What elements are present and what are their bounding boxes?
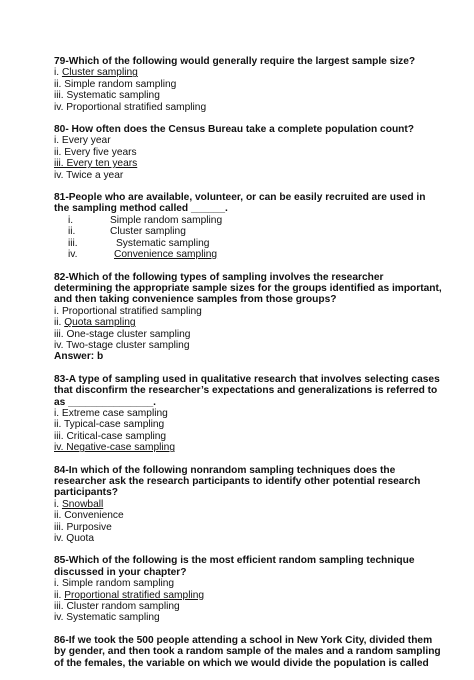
option-i: i. Cluster sampling [54,67,138,79]
option-iv: iv. Systematic sampling [54,612,160,624]
answer-label: Answer: b [54,351,104,363]
question-79 [54,56,454,113]
option-ii: ii. Quota sampling [54,317,136,329]
option-list [54,215,454,261]
option-ii: ii. Typical-case sampling [54,419,165,431]
option-iii: iii. Every ten years [54,158,138,170]
question-title: 83-A type of sampling used in qualitative research that involves selecting cases that disconfirm the researcher’s expectations and generalizations is referred to as _______________. [54,373,440,408]
option-i: i. Extreme case sampling [54,407,168,419]
option-i: i. Snowball [54,498,104,510]
question-title: 80- How often does the Census Bureau take a complete population count? [54,124,415,136]
option-ii: ii. Simple random sampling [54,78,177,90]
option-iii: iii. One-stage cluster sampling [54,328,191,340]
question-86 [54,635,454,669]
question-81 [54,192,454,260]
question-83 [54,374,454,454]
option-i: i. Simple random sampling [68,214,223,226]
option-iii: iii. Systematic sampling [54,90,160,102]
option-ii: ii. Convenience [54,510,124,522]
option-iii: iii. Cluster random sampling [54,601,180,613]
option-i: i. Simple random sampling [54,578,175,590]
option-iv: iv. Quota [54,533,95,545]
question-title: 86-If we took the 500 people attending a school in New York City, divided them by gender, and then took a random sample of the males and a random sampling of the females, the variable on which we would divide the population is called [54,634,441,669]
option-iii: iii. Critical-case sampling [54,430,167,442]
question-title: 81-People who are available, volunteer, or can be easily recruited are used in the sampling method called ______. [54,192,426,215]
option-iv: iv. Two-stage cluster sampling [54,339,190,351]
option-iv: iv. Negative-case sampling [54,442,175,454]
option-iv: iv. Twice a year [54,169,124,181]
option-iv: iv. Proportional stratified sampling [54,101,207,113]
option-iv: iv. Convenience sampling [68,249,218,261]
question-title: 85-Which of the following is the most efficient random sampling technique discussed in your chapter? [54,555,415,578]
option-i: i. Every year [54,135,111,147]
question-80 [54,124,454,181]
option-ii: ii. Every five years [54,146,137,158]
question-85 [54,555,454,623]
question-84 [54,465,454,545]
question-title: 84-In which of the following nonrandom sampling techniques does the researcher ask the research participants to identify other potential research participants? [54,464,421,499]
question-title: 79-Which of the following would generally require the largest sample size? [54,56,416,67]
document-page [54,56,454,680]
question-title: 82-Which of the following types of sampling involves the researcher determining the appropriate sample sizes for the groups identified as important, and then taking convenience samples from those groups? [54,271,442,306]
option-ii: ii. Proportional stratified sampling [54,589,205,601]
question-82 [54,272,454,363]
option-ii: ii. Cluster sampling [68,226,186,238]
option-i: i. Proportional stratified sampling [54,305,202,317]
option-iii: iii. Purposive [54,521,112,533]
option-iii: iii. Systematic sampling [68,237,210,249]
